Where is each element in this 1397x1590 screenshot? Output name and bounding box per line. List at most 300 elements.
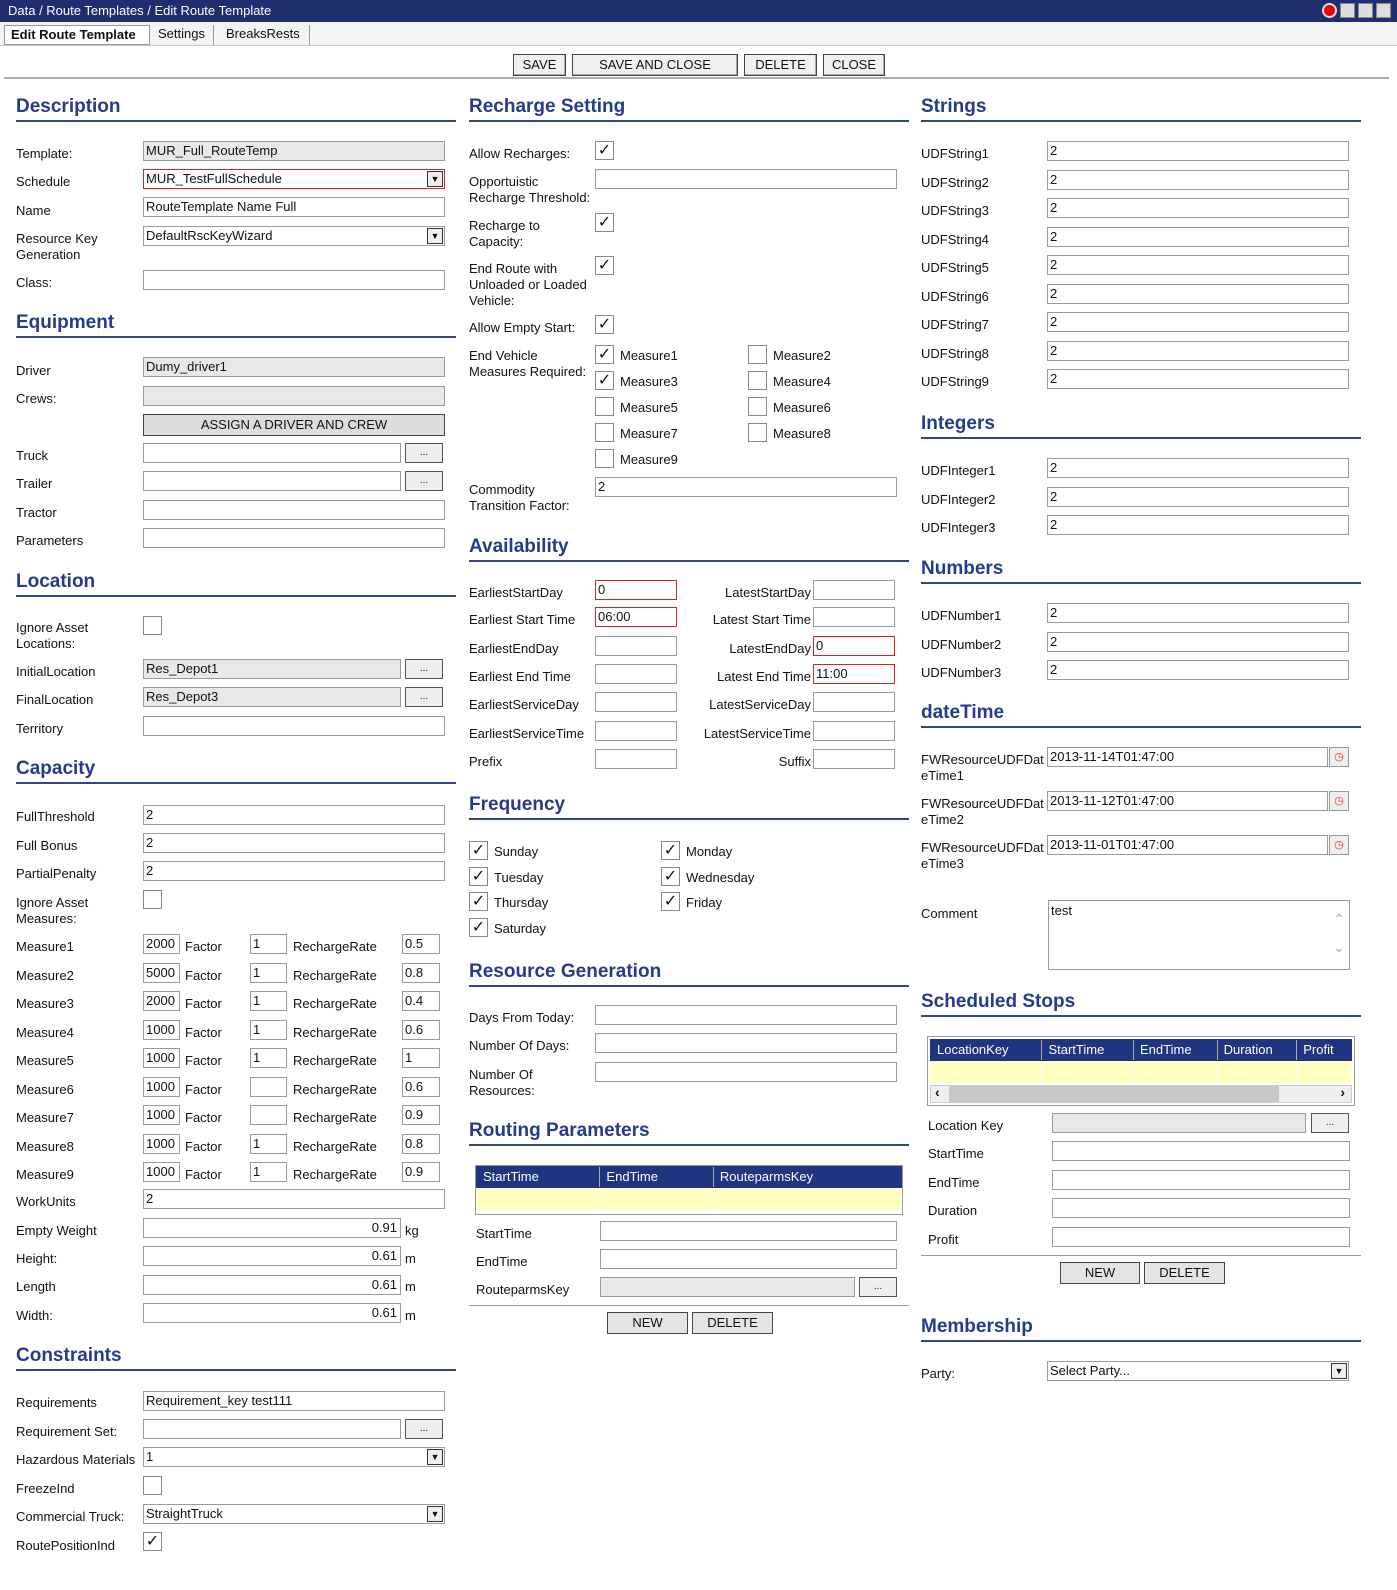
length-field[interactable]: 0.61 [143,1275,401,1295]
comment-label: Comment [921,906,978,921]
crews-field[interactable] [143,386,445,406]
name-field[interactable]: RouteTemplate Name Full [143,197,445,217]
stop-duration-field[interactable] [1052,1198,1350,1218]
class-field[interactable] [143,270,445,290]
udf-field[interactable]: 2 [1047,515,1349,535]
routing-endtime-label: EndTime [476,1254,528,1269]
routing-delete-button[interactable]: DELETE [692,1312,773,1334]
frequency-heading: Frequency [469,794,909,820]
measure-name-label: Measure8 [16,1138,74,1154]
measure-value-field[interactable]: 1000 [143,1134,180,1154]
earliest-service-time-field[interactable] [595,721,677,741]
udf-label: UDFString8 [921,345,989,361]
number-of-resources-label-1: Number Of [469,1067,533,1082]
chevron-down-icon[interactable]: ▼ [427,228,443,244]
udf-field[interactable]: 2 [1047,341,1349,361]
factor-label: Factor [185,1167,222,1182]
factor-label: Factor [185,1053,222,1068]
measure-checkbox-label: Measure3 [620,374,678,389]
factor-label: Factor [185,1110,222,1125]
template-field[interactable]: MUR_Full_RouteTemp [143,141,445,161]
empty-weight-field[interactable]: 0.91 [143,1218,401,1238]
number-of-resources-label-2: Resources: [469,1083,535,1098]
strings-heading: Strings [921,96,1361,122]
latest-start-day-field[interactable] [813,580,895,600]
territory-field[interactable] [143,716,445,736]
suffix-label: Suffix [778,754,811,769]
tab-breaksrests[interactable]: BreaksRests [220,25,310,45]
udf-label: UDFInteger3 [921,520,996,535]
party-value: Select Party... [1050,1363,1130,1378]
length-unit: m [405,1279,416,1294]
day-checkbox-sunday[interactable]: ✓ [469,841,488,860]
datetime-field[interactable]: 2013-11-12T01:47:00 [1047,791,1328,811]
latest-start-time-field[interactable] [813,607,895,627]
horizontal-scrollbar[interactable] [930,1085,1352,1103]
earliest-start-day-field[interactable]: 0 [595,580,677,600]
udf-field[interactable]: 2 [1047,603,1349,623]
tab-bar [0,22,1397,46]
days-from-today-field[interactable] [595,1005,897,1025]
calendar-icon[interactable]: ◷ [1329,791,1349,811]
day-checkbox-friday[interactable]: ✓ [661,892,680,911]
commodity-transition-factor-field[interactable]: 2 [595,477,897,497]
udf-label: UDFNumber3 [921,665,1002,680]
ignore-asset-measures-label-2: Measures: [16,911,77,926]
measure-recharge-rate-field[interactable]: 1 [402,1048,440,1068]
stop-starttime-field[interactable] [1052,1141,1350,1161]
parameters-label: Parameters [16,533,84,548]
datetime-label-1: FWResourceUDFDat [921,840,1044,855]
driver-field[interactable]: Dumy_driver1 [143,357,445,377]
day-label: Monday [686,844,733,859]
measure-checkbox[interactable] [595,423,614,442]
earliest-start-day-label: EarliestStartDay [469,585,563,600]
save-icon[interactable] [1340,3,1355,18]
latest-service-day-label: LatestServiceDay [709,697,811,712]
measure-value-field[interactable]: 2000 [143,991,180,1011]
measure-recharge-rate-field[interactable]: 0.8 [402,1134,440,1154]
measure-recharge-rate-field[interactable]: 0.6 [402,1077,440,1097]
comment-textarea[interactable] [1048,900,1350,970]
equipment-heading: Equipment [16,312,456,338]
end-route-label-2: Unloaded or Loaded [469,277,587,292]
recharge-rate-label: RechargeRate [293,1024,377,1040]
routing-endtime-field[interactable] [600,1249,897,1269]
height-unit: m [405,1251,416,1266]
recharge-capacity-label-2: Capacity: [469,234,524,249]
udf-field[interactable]: 2 [1047,312,1349,332]
scroll-left-icon[interactable]: ‹ [935,1084,940,1100]
commodity-label-2: Transition Factor: [469,498,570,513]
recharge-rate-label: RechargeRate [293,939,377,954]
udf-field[interactable]: 2 [1047,487,1349,507]
measure-checkbox[interactable] [595,397,614,416]
udf-field[interactable]: 2 [1047,170,1349,190]
stop-endtime-field[interactable] [1052,1170,1350,1190]
measure-recharge-rate-field[interactable]: 0.9 [402,1162,440,1182]
datetime-field[interactable]: 2013-11-14T01:47:00 [1047,747,1328,767]
routing-col-endtime[interactable]: EndTime [600,1167,713,1187]
location-heading: Location [16,571,456,597]
party-select[interactable] [1047,1361,1349,1381]
measure-name-label: Measure7 [16,1110,74,1125]
stops-delete-button[interactable]: DELETE [1144,1262,1225,1284]
datetime-label-1: FWResourceUDFDat [921,752,1044,767]
stop-location-key-label: Location Key [928,1118,1004,1133]
parameters-field[interactable] [143,528,445,548]
latest-start-day-label: LatestStartDay [725,585,811,600]
territory-label: Territory [16,721,63,736]
stops-new-button[interactable]: NEW [1060,1262,1140,1284]
measure-value-field[interactable]: 1000 [143,1048,180,1068]
tractor-field[interactable] [143,500,445,520]
routing-starttime-label: StartTime [476,1226,532,1241]
allow-recharges-checkbox[interactable]: ✓ [595,141,614,160]
stops-col-duration[interactable]: Duration [1218,1040,1298,1060]
measure-value-field[interactable]: 1000 [143,1162,180,1182]
day-checkbox-tuesday[interactable]: ✓ [469,867,488,886]
full-bonus-label: Full Bonus [16,838,78,853]
latest-service-day-field[interactable] [813,692,895,712]
earliest-end-time-field[interactable] [595,664,677,684]
udf-label: UDFNumber2 [921,636,1002,652]
height-label: Height: [16,1251,58,1266]
requirement-set-field[interactable] [143,1419,401,1439]
full-bonus-field[interactable]: 2 [143,833,445,853]
measure-checkbox-label: Measure8 [773,426,831,441]
chevron-down-icon[interactable]: ▼ [427,171,443,187]
availability-heading: Availability [469,536,909,562]
routing-col-routeparmskey[interactable]: RouteparmsKey [719,1169,814,1184]
hazmat-label: Hazardous Materials [16,1452,136,1467]
final-location-browse-button[interactable]: ... [405,687,443,707]
membership-heading: Membership [921,1316,1361,1342]
udf-field[interactable]: 2 [1047,198,1349,218]
measure-checkbox-label: Measure6 [773,400,831,415]
save-and-close-button[interactable]: SAVE AND CLOSE [572,54,738,76]
rkg-value: DefaultRscKeyWizard [146,228,273,243]
earliest-start-time-label: Earliest Start Time [469,612,576,627]
recharge-rate-label: RechargeRate [293,1053,377,1068]
udf-label: UDFString3 [921,203,989,218]
udf-field[interactable]: 2 [1047,632,1349,652]
template-label: Template: [16,146,73,161]
initial-location-label: InitialLocation [16,664,96,679]
requirements-field[interactable]: Requirement_key test111 [143,1391,445,1411]
partial-penalty-field[interactable]: 2 [143,861,445,881]
schedule-label: Schedule [16,174,71,189]
measure-factor-field[interactable]: 1 [250,1134,287,1154]
party-label: Party: [921,1366,955,1381]
measure-value-field[interactable]: 1000 [143,1077,180,1097]
ignore-asset-measures-checkbox[interactable] [143,890,162,909]
trailer-label: Trailer [16,476,53,491]
record-icon[interactable] [1322,3,1337,18]
prefix-label: Prefix [469,754,503,769]
measure-checkbox-label: Measure5 [620,400,678,415]
scroll-down-icon[interactable]: ⌄ [1333,939,1345,955]
suffix-field[interactable] [813,749,895,769]
recharge-heading: Recharge Setting [469,96,909,122]
allow-empty-start-checkbox[interactable]: ✓ [595,315,614,334]
full-threshold-label: FullThreshold [16,809,95,824]
measure-recharge-rate-field[interactable]: 0.8 [402,963,440,983]
measure-name-label: Measure6 [16,1081,74,1097]
delete-button[interactable]: DELETE [744,54,817,76]
earliest-end-day-field[interactable] [595,636,677,656]
measure-factor-field[interactable]: 1 [250,1048,287,1068]
requirements-label: Requirements [16,1395,97,1410]
initial-location-field[interactable]: Res_Depot1 [143,659,401,679]
measure-factor-field[interactable]: 1 [250,934,287,954]
stop-location-key-browse-button[interactable]: ... [1311,1113,1349,1133]
chevron-down-icon[interactable]: ▼ [1331,1363,1347,1379]
measure-checkbox[interactable] [748,371,767,390]
resource-generation-heading: Resource Generation [469,961,909,987]
driver-label: Driver [16,363,51,378]
day-label: Saturday [494,921,547,936]
earliest-start-time-field[interactable]: 06:00 [595,607,677,627]
schedule-select[interactable] [143,169,445,189]
stops-col-endtime[interactable]: EndTime [1134,1040,1218,1060]
requirement-set-label: Requirement Set: [16,1424,118,1439]
threshold-label-1: Opportuistic [469,174,539,189]
save-button[interactable]: SAVE [513,54,566,76]
factor-label: Factor [185,1081,222,1097]
initial-location-browse-button[interactable]: ... [405,659,443,679]
datetime-heading: dateTime [921,702,1361,728]
earliest-end-time-label: Earliest End Time [469,669,571,684]
udf-field[interactable]: 2 [1047,458,1349,478]
final-location-label: FinalLocation [16,692,94,707]
trailer-browse-button[interactable]: ... [405,471,443,491]
ignore-asset-measures-label-1: Ignore Asset [16,895,89,910]
scroll-right-icon[interactable]: › [1340,1084,1345,1100]
description-heading: Description [16,96,456,122]
measure-checkbox[interactable] [748,345,767,364]
stop-starttime-label: StartTime [928,1146,984,1161]
udf-field[interactable]: 2 [1047,369,1349,389]
recharge-rate-label: RechargeRate [293,1167,377,1182]
udf-label: UDFInteger2 [921,491,996,507]
assign-driver-crew-button[interactable]: ASSIGN A DRIVER AND CREW [143,414,445,436]
udf-field[interactable]: 2 [1047,284,1349,304]
datetime-field[interactable]: 2013-11-01T01:47:00 [1047,835,1328,855]
empty-weight-label: Empty Weight [16,1223,97,1238]
divider [921,1255,1361,1256]
empty-weight-unit: kg [405,1223,419,1238]
tab-edit-route-template[interactable]: Edit Route Template [4,25,150,45]
stop-profit-label: Profit [928,1232,959,1247]
comment-value: test [1051,903,1072,918]
stops-col-starttime[interactable]: StartTime [1042,1040,1134,1060]
calendar-icon[interactable]: ◷ [1329,747,1349,767]
width-field[interactable]: 0.61 [143,1303,401,1323]
width-unit: m [405,1308,416,1323]
measure-checkbox[interactable] [595,449,614,468]
udf-field[interactable]: 2 [1047,227,1349,247]
routing-col-starttime[interactable]: StartTime [477,1167,600,1187]
chevron-down-icon[interactable]: ▼ [427,1449,443,1465]
udf-field[interactable]: 2 [1047,660,1349,680]
latest-end-day-label: LatestEndDay [729,641,811,656]
width-label: Width: [16,1308,53,1323]
measure-value-field[interactable]: 2000 [143,934,180,954]
measure-recharge-rate-field[interactable]: 0.5 [402,934,440,954]
measure-factor-field[interactable] [250,1077,287,1097]
trailer-field[interactable] [143,471,401,491]
udf-label: UDFString9 [921,374,989,389]
stops-col-profit[interactable]: Profit [1303,1042,1334,1057]
measure-value-field[interactable]: 1000 [143,1105,180,1125]
measure-name-label: Measure5 [16,1053,74,1068]
truck-label: Truck [16,448,49,463]
routing-key-browse-button[interactable]: ... [859,1277,897,1297]
capacity-heading: Capacity [16,758,456,784]
window-titlebar [0,0,1397,22]
day-label: Wednesday [686,870,755,885]
udf-label: UDFString5 [921,260,989,275]
class-label: Class: [16,275,53,290]
ignore-asset-locations-checkbox[interactable] [143,616,162,635]
measure-checkbox[interactable]: ✓ [595,345,614,364]
measure-factor-field[interactable]: 1 [250,991,287,1011]
recharge-to-capacity-checkbox[interactable]: ✓ [595,213,614,232]
measure-checkbox-label: Measure2 [773,348,831,363]
measure-checkbox[interactable] [748,397,767,416]
number-of-days-label: Number Of Days: [469,1038,570,1053]
day-checkbox-saturday[interactable]: ✓ [469,918,488,937]
routing-key-field[interactable] [600,1277,855,1297]
latest-service-time-field[interactable] [813,721,895,741]
hazmat-select[interactable] [143,1447,445,1467]
full-threshold-field[interactable]: 2 [143,805,445,825]
measure-value-field[interactable]: 5000 [143,963,180,983]
toolbar [4,50,1389,79]
earliest-service-day-field[interactable] [595,692,677,712]
measure-checkbox[interactable]: ✓ [595,371,614,390]
latest-end-time-field[interactable]: 11:00 [813,664,895,684]
measure-recharge-rate-field[interactable]: 0.9 [402,1105,440,1125]
prefix-field[interactable] [595,749,677,769]
rkg-label-2: Generation [16,247,81,262]
scroll-up-icon[interactable]: ⌃ [1333,911,1345,927]
stop-endtime-label: EndTime [928,1175,980,1190]
udf-label: UDFNumber1 [921,608,1002,623]
name-label: Name [16,203,51,218]
number-of-days-field[interactable] [595,1033,897,1053]
close-icon[interactable] [1376,3,1391,18]
calendar-icon[interactable]: ◷ [1329,835,1349,855]
recharge-rate-label: RechargeRate [293,967,377,983]
day-checkbox-monday[interactable]: ✓ [661,841,680,860]
routing-parameters-heading: Routing Parameters [469,1120,909,1146]
udf-field[interactable]: 2 [1047,255,1349,275]
latest-end-time-label: Latest End Time [717,669,811,684]
final-location-field[interactable]: Res_Depot3 [143,687,401,707]
measure-factor-field[interactable]: 1 [250,1162,287,1182]
datetime-label-2: eTime3 [921,856,964,871]
crews-label: Crews: [16,391,57,406]
measure-name-label: Measure3 [16,996,74,1011]
hazmat-value: 1 [146,1449,154,1464]
threshold-label-2: Recharge Threshold: [469,190,591,205]
truck-field[interactable] [143,443,401,463]
requirement-set-browse-button[interactable]: ... [405,1419,443,1439]
measure-recharge-rate-field[interactable]: 0.4 [402,991,440,1011]
udf-field[interactable]: 2 [1047,141,1349,161]
scheduled-stops-grid[interactable] [927,1036,1355,1106]
tab-settings[interactable]: Settings [152,25,214,45]
resource-key-generation-select[interactable] [143,226,445,246]
routing-new-button[interactable]: NEW [607,1312,688,1334]
stop-location-key-field[interactable] [1052,1113,1306,1133]
measure-name-label: Measure1 [16,939,74,954]
height-field[interactable]: 0.61 [143,1246,401,1266]
workunits-field[interactable]: 2 [143,1189,445,1209]
udf-label: UDFString1 [921,146,989,161]
day-checkbox-wednesday[interactable]: ✓ [661,867,680,886]
end-measures-label-2: Measures Required: [469,364,587,379]
freeze-ind-label: FreezeInd [16,1481,75,1496]
stop-profit-field[interactable] [1052,1227,1350,1247]
routing-parameters-grid[interactable] [475,1165,903,1215]
freeze-ind-checkbox[interactable] [143,1476,162,1495]
day-label: Friday [686,895,723,910]
measure-recharge-rate-field[interactable]: 0.6 [402,1020,440,1040]
routing-starttime-field[interactable] [600,1221,897,1241]
measure-factor-field[interactable]: 1 [250,963,287,983]
number-of-resources-field[interactable] [595,1062,897,1082]
allow-recharges-label: Allow Recharges: [469,146,571,161]
tractor-label: Tractor [16,505,57,520]
measure-factor-field[interactable]: 1 [250,1020,287,1040]
recharge-capacity-label-1: Recharge to [469,218,540,233]
measure-checkbox-label: Measure9 [620,452,678,467]
end-route-unloaded-checkbox[interactable]: ✓ [595,256,614,275]
integers-heading: Integers [921,413,1361,439]
measure-checkbox-label: Measure7 [620,426,678,441]
stops-col-locationkey[interactable]: LocationKey [931,1040,1042,1060]
udf-label: UDFString6 [921,288,989,304]
table-row[interactable] [476,1188,902,1210]
close-button[interactable]: CLOSE [823,54,885,76]
route-position-ind-label: RoutePositionInd [16,1538,116,1553]
length-label: Length [16,1279,56,1294]
route-position-ind-checkbox[interactable]: ✓ [143,1532,162,1551]
recharge-threshold-field[interactable] [595,169,897,189]
measure-name-label: Measure2 [16,967,74,983]
rkg-label-1: Resource Key [16,231,98,246]
lock-icon[interactable] [1358,3,1373,18]
workunits-label: WorkUnits [16,1194,76,1209]
truck-browse-button[interactable]: ... [405,443,443,463]
commercial-truck-select[interactable] [143,1504,445,1524]
measure-checkbox-label: Measure1 [620,348,678,363]
scrollbar-thumb[interactable] [949,1086,1279,1102]
day-checkbox-thursday[interactable]: ✓ [469,892,488,911]
measure-checkbox[interactable] [748,423,767,442]
latest-end-day-field[interactable]: 0 [813,636,895,656]
measure-value-field[interactable]: 1000 [143,1020,180,1040]
table-row[interactable] [930,1061,1352,1083]
measure-name-label: Measure9 [16,1167,74,1182]
latest-service-time-label: LatestServiceTime [703,726,811,741]
chevron-down-icon[interactable]: ▼ [427,1506,443,1522]
measure-factor-field[interactable] [250,1105,287,1125]
datetime-label-2: eTime2 [921,812,964,827]
